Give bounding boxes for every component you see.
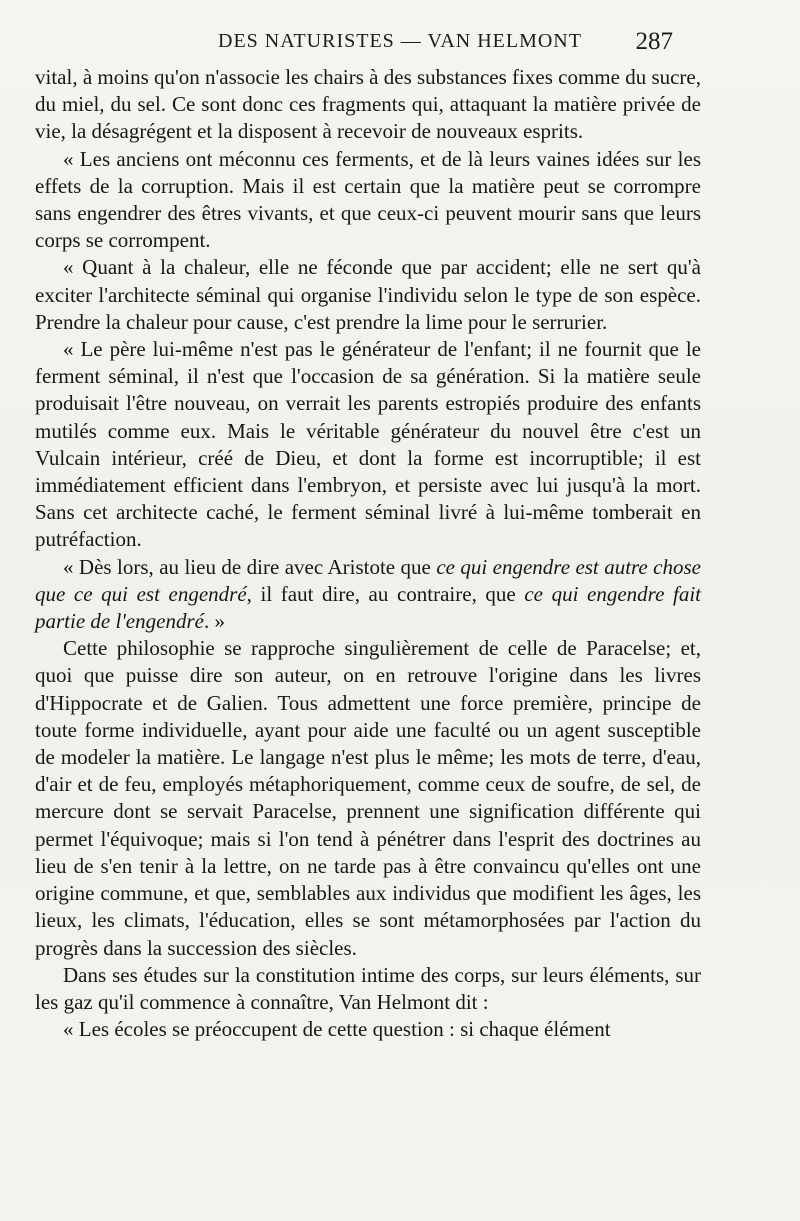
paragraph-8: « Les écoles se préoccupent de cette question : si chaque élément <box>63 1017 611 1042</box>
paragraph-5 <box>35 554 701 636</box>
body-text <box>35 64 701 1043</box>
page-number: 287 <box>635 28 673 55</box>
paragraph-7: Dans ses études sur la constitution intime des corps, sur leurs éléments, sur les gaz qu'il commence à connaître, Van Helmont dit : <box>35 962 701 1014</box>
paragraph-5-end: . » <box>203 609 225 634</box>
paragraph-4: « Le père lui-même n'est pas le générateur de l'enfant; il ne fournit que le ferment séminal, il n'est que l'occasion de sa génération. Si la matière seule produisait l'être nouveau, on verrait les parents estropiés produire des enfants mutilés comme eux. Mais le véritable générateur du nouvel être c'est un Vulcain intérieur, créé de Dieu, et dont la forme est incorruptible; il est immédiatement efficient dans l'embryon, et persiste avec lui jusqu'à la mort. Sans cet architecte caché, le ferment séminal livré à lui-même tomberait en putréfaction. <box>35 337 701 552</box>
paragraph-2: « Les anciens ont méconnu ces ferments, et de là leurs vaines idées sur les effets de la corruption. Mais il est certain que la matière peut se corrompre sans engendrer des êtres vivants, et que ceux-ci peuvent mourir sans que leurs corps se corrompent. <box>35 146 701 253</box>
paragraph-5-start: « Dès lors, au lieu de dire avec Aristote que <box>63 554 437 579</box>
running-title: DES NATURISTES — VAN HELMONT <box>218 30 582 52</box>
paragraph-5-middle: , il faut dire, au contraire, que <box>246 581 525 606</box>
paragraph-1: vital, à moins qu'on n'associe les chairs à des substances fixes comme du sucre, du miel, du sel. Ce sont donc ces fragments qui, attaquant la matière privée de vie, la désagrégent et la disposent à recevoir de nouveaux esprits. <box>35 65 701 144</box>
paragraph-6: Cette philosophie se rapproche singulièrement de celle de Paracelse; et, quoi que puisse dire son auteur, on en retrouve l'origine dans les livres d'Hippocrate et de Galien. Tous admettent une force première, principe de toute forme individuelle, ayant pour aide une faculté ou un agent susceptible de modeler la matière. Le langage n'est plus le même; les mots de terre, d'eau, d'air et de feu, employés métaphoriquement, comme ceux de soufre, de sel, de mercure dont se servait Paracelse, prennent une signification différente qui permet l'équivoque; mais si l'on tend à pénétrer dans l'esprit des doctrines au lieu de s'en tenir à la lettre, on ne tarde pas à être convaincu qu'elles ont une origine commune, et que, semblables aux individus que modifient les âges, les lieux, les climats, l'éducation, elles se sont métamorphosées par l'action du progrès dans la succession des siècles. <box>35 636 701 960</box>
aristotle-quote: ce qui engendre est autre chose que ce qui est engendré <box>35 554 702 606</box>
helmont-quote: ce qui engendre fait partie de l'engendré <box>35 581 701 634</box>
paragraph-3: « Quant à la chaleur, elle ne féconde que par accident; elle ne sert qu'à exciter l'architecte séminal qui organise l'individu selon le type de son espèce. Prendre la chaleur pour cause, c'est prendre la lime pour le serrurier. <box>35 255 701 334</box>
page-header <box>0 28 800 58</box>
